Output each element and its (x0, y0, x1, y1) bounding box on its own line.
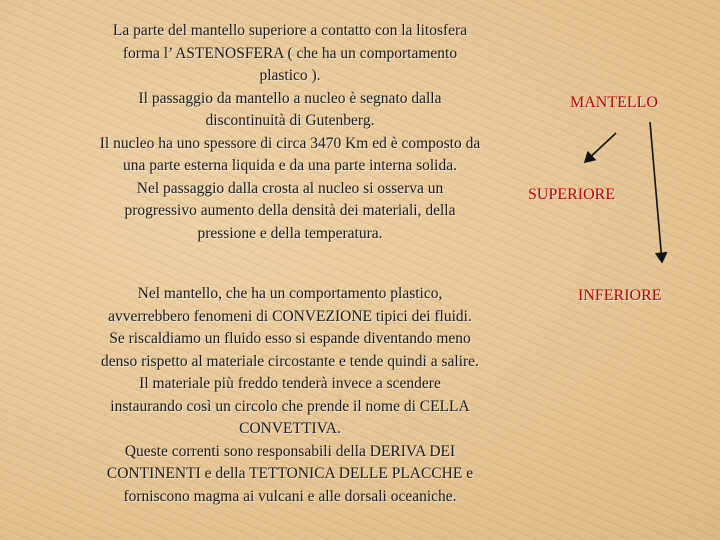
paragraph1-line: forma l’ ASTENOSFERA ( che ha un comportamento (122, 44, 458, 62)
paragraph2-line: Se riscaldiamo un fluido esso si espande diventando meno (109, 330, 471, 347)
paragraph1-line: progressivo aumento della densità dei materiali, della (124, 202, 456, 219)
paragraph2-line: denso rispetto al materiale circostante e tende quindi a salire. (101, 352, 479, 370)
paragraph2-line: instaurando così un circolo che prende il nome di CELLA (110, 397, 470, 415)
paragraph2-line: forniscono magma ai vulcani e alle dorsali oceaniche. (123, 487, 457, 505)
arrow-to-superiore (585, 133, 616, 162)
arrow-to-inferiore (650, 122, 662, 262)
paragraph1-line: plastico ). (259, 67, 321, 84)
paragraph2-line: avverrebbero fenomeni di CONVEZIONE tipici dei fluidi. (108, 307, 472, 325)
paragraph2-line: Queste correnti sono responsabili della DERIVA DEI (124, 442, 456, 460)
paragraph1-line: pressione e della temperatura. (197, 224, 383, 242)
paragraph1-line: Il nucleo ha uno spessore di circa 3470 Km ed è composto da (99, 134, 481, 152)
paragraph1-line: Il passaggio da mantello a nucleo è segnato dalla (138, 89, 442, 107)
paragraph1-line: discontinuità di Gutenberg. (205, 112, 375, 129)
paragraph1-line: una parte esterna liquida e da una parte interna solida. (123, 157, 457, 174)
paragraph1-line: Nel passaggio dalla crosta al nucleo si osserva un (136, 179, 444, 197)
paragraph2-line: CONVETTIVA. (239, 420, 341, 437)
superiore-label: SUPERIORE (528, 186, 616, 203)
paragraph1-line: La parte del mantello superiore a contatto con la litosfera (112, 22, 468, 39)
paragraph2-line: Il materiale più freddo tenderà invece a scendere (139, 375, 441, 392)
mantello-label: MANTELLO (570, 94, 658, 111)
inferiore-label: INFERIORE (578, 287, 662, 304)
paragraph2-line: Nel mantello, che ha un comportamento plastico, (137, 285, 443, 302)
paragraph2-line: CONTINENTI e della TETTONICA DELLE PLACCHE e (106, 465, 474, 482)
